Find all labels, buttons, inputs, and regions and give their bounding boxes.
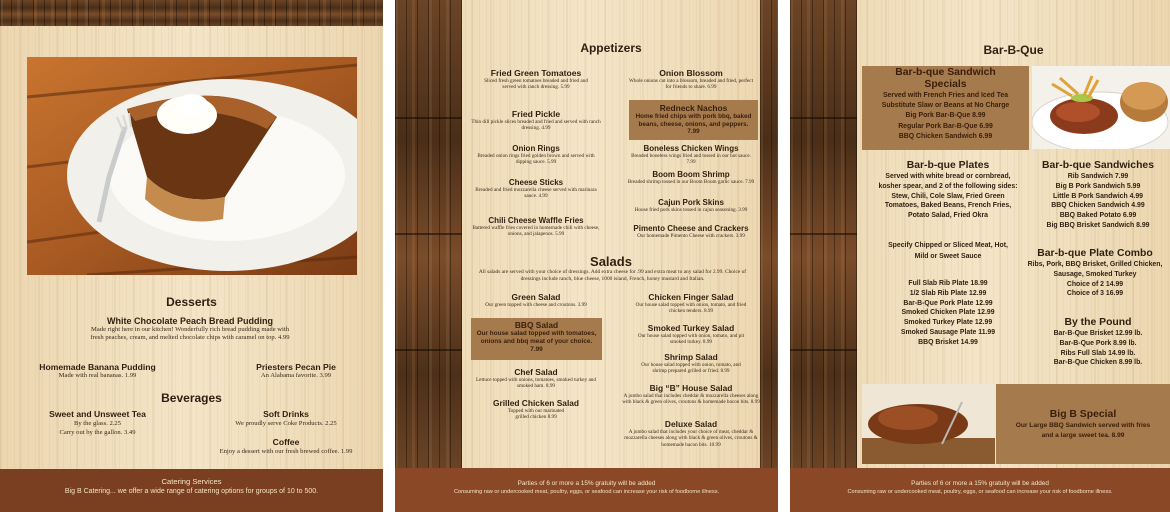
appetizer-item: Onion Rings Breaded onion rings fried golden brown and served with dipping sauce. 5.99 — [477, 144, 595, 166]
salad-item: Shrimp Salad Our house salad topped with onion, tomato, and shrimp prepared grilled or fried. 8.99 — [641, 352, 741, 375]
combo-section: Bar-b-que Plate Combo Ribs, Pork, BBQ Brisket, Grilled Chicken, Sausage, Smoked Turkey Choice of 2 14.99 Choice of 3 16.99 — [1027, 248, 1163, 298]
salad-item: Green Salad Our green topped with cheese and croutons. 3.99 — [485, 292, 587, 308]
salad-item: Chef Salad Lettuce topped with onions, tomatoes, smoked turkey and smoked ham. 8.99 — [475, 367, 596, 390]
beverage-desc: We proudly serve Coke Products. 2.25 — [235, 420, 337, 427]
appetizers-heading: Appetizers — [580, 41, 642, 55]
appetizer-item: Cheese Sticks Breaded and fried mozzarella cheese served with marinara sauce. 4.99 — [475, 178, 597, 200]
footer-warning: Consuming raw or undercooked meat, poultry, eggs, or seafood can increase your risk of foodborne illness. — [847, 489, 1113, 495]
dessert-item-pecan — [226, 362, 366, 380]
gratuity-footer — [790, 468, 1170, 512]
appetizer-item: Chili Cheese Waffle Fries Battered waffle fries covered in homemade chili with cheese, onions, and jalapenos. 5.99 — [472, 216, 600, 238]
salads-intro: All salads are served with your choice of dressings. Add extra cheese for .99 and extra meat to any salad for 2.99. Choice of dressings include ranch, blue cheese, 1000 island, French, honey mustard and Italian. — [478, 269, 747, 282]
beverage-item-soft — [206, 409, 366, 428]
dessert-item-banana — [30, 362, 165, 380]
dessert-name: Priesters Pecan Pie — [256, 362, 336, 372]
appetizer-item: Fried Green Tomatoes Sliced fresh green tomatoes breaded and fried and served with ranch dressing. 5.99 — [484, 68, 588, 91]
appetizer-item: Fried Pickle Thin dill pickle slices breaded and fried and served with ranch dressing. 4.99 — [471, 109, 601, 132]
appetizer-item: Boneless Chicken Wings Breaded boneless wings fried and tossed in our hot sauce. 7.99 — [631, 144, 751, 166]
bbq-sandwich-photo — [1032, 66, 1170, 149]
pecan-pie-photo — [27, 57, 357, 275]
wood-header — [0, 0, 383, 26]
beverage-name: Coffee — [272, 437, 300, 447]
appetizer-item-onion-blossom: Onion Blossom Whole onions cut into a blossom, breaded and fried, perfect for friends to share. 6.99 — [628, 68, 754, 91]
dessert-desc: An Alabama favorite. 3.99 — [260, 372, 332, 379]
sandwiches-section: Bar-b-que Sandwiches Rib Sandwich 7.99 Big B Pork Sandwich 5.99 Little B Pork Sandwich 4.99 BBQ Chicken Sandwich 4.99 BBQ Baked Potato 6.99 Big BBQ Brisket Sandwich 8.99 — [1041, 160, 1154, 229]
footer-gratuity: Parties of 6 or more a 15% gratuity will be added — [517, 480, 656, 487]
wood-left-strip — [790, 0, 857, 468]
brisket-photo — [862, 384, 995, 464]
beverage-desc: Enjoy a dessert with our fresh brewed coffee. 1.99 — [219, 448, 353, 455]
menu-panel-barbeque — [790, 0, 1170, 512]
appetizer-item: Boom Boom Shrimp Breaded shrimp tossed in our Boom Boom garlic sauce. 7.99 — [627, 170, 755, 185]
gratuity-footer — [395, 468, 778, 512]
catering-footer — [0, 469, 383, 512]
footer-warning: Consuming raw or undercooked meat, poultry, eggs, or seafood can increase your risk of foodborne illness. — [453, 489, 720, 495]
barbeque-heading: Bar-B-Que — [983, 43, 1044, 57]
salad-item: Big “B” House Salad A jumbo salad that includes cheddar & mozzarella cheeses along with black & green olives, croutons & homemade bacon bits. 8.99 — [622, 383, 760, 406]
salad-item: Chicken Finger Salad Our house salad topped with onion, tomato, and fried chicken tenders. 8.99 — [635, 292, 747, 315]
big-b-special-box: Big B Special Our Large BBQ Sandwich served with fries and a large sweet tea. 8.99 — [996, 384, 1170, 464]
dessert-item-peach — [60, 316, 320, 342]
plates-section: Bar-b-que Plates Served with white bread or cornbread, kosher spear, and 2 of the following sides: Stew, Chili, Cole Slaw, Fried Green Tomatoes, Baked Beans, French Fries, Potato Salad, Fried Okra — [878, 160, 1018, 220]
footer-gratuity: Parties of 6 or more a 15% gratuity will be added — [911, 480, 1049, 487]
appetizer-item: Pimento Cheese and Crackers Our homemade Pimento Cheese with crackers. 3.99 — [633, 224, 749, 239]
beverage-item-tea — [30, 409, 165, 437]
beverage-item-coffee — [186, 437, 383, 456]
dessert-name: Homemade Banana Pudding — [39, 362, 156, 372]
dessert-desc: Made with real bananas. 1.99 — [58, 372, 137, 379]
menu-panel-appetizers-salads — [395, 0, 778, 512]
beverages-heading: Beverages — [161, 391, 222, 405]
salads-heading: Salads — [590, 254, 632, 269]
sandwich-specials-box: Bar-b-que Sandwich Specials Served with French Fries and Iced Tea Substitute Slaw or Beans at No Charge Big Pork Bar-B-Que 8.99 Regular Pork Bar-B-Que 6.99 BBQ Chicken Sandwich 6.99 — [862, 66, 1029, 150]
bbq-salad-box: BBQ Salad Our house salad topped with tomatoes, onions and bbq meat of your choice. 7.99 — [471, 318, 602, 360]
dessert-name: White Chocolate Peach Bread Pudding — [106, 316, 274, 326]
dessert-desc: Made right here in our kitchen! Wonderfully rich bread pudding made with fresh peaches, cream, and melted chocolate chips with caramel on top. 4.99 — [90, 326, 290, 341]
beverage-name: Sweet and Unsweet Tea — [49, 409, 146, 419]
redneck-nachos-box: Redneck Nachos Home fried chips with pork bbq, baked beans, cheese, onions, and peppers. 7.99 — [629, 100, 758, 140]
menu-panel-desserts — [0, 0, 383, 512]
salad-item: Grilled Chicken Salad Topped with our marinated grilled chicken 8.99 — [492, 398, 580, 421]
by-the-pound-section: By the Pound Bar-B-Que Brisket 12.99 lb. Bar-B-Que Pork 8.99 lb. Ribs Full Slab 14.99 lb. Bar-B-Que Chicken 8.99 lb. — [1053, 317, 1143, 367]
beverage-desc: Carry out by the gallon. 3.49 — [59, 429, 136, 436]
footer-text: Big B Catering... we offer a wide range of catering options for groups of 10 to 500. — [64, 488, 319, 495]
beverage-name: Soft Drinks — [263, 409, 309, 419]
footer-title: Catering Services — [161, 477, 222, 486]
desserts-heading: Desserts — [166, 295, 217, 309]
wood-left-strip — [395, 0, 462, 468]
beverage-desc: By the glass. 2.25 — [73, 420, 122, 427]
plates-list: Full Slab Rib Plate 18.99 1/2 Slab Rib Plate 12.99 Bar-B-Que Pork Plate 12.99 Smoked Chicken Plate 12.99 Smoked Turkey Plate 12.99 Smoked Sausage Plate 11.99 BBQ Brisket 14.99 — [900, 280, 996, 346]
salad-item: Deluxe Salad A jumbo salad that includes your choice of meat, cheddar & mozzarella cheeses along with black & green olives, croutons & homemade bacon bits. 10.99 — [624, 419, 758, 448]
salad-item: Smoked Turkey Salad Our house salad topped with onion, tomato, and pit smoked turkey. 8.99 — [637, 323, 745, 346]
plates-specify: Specify Chipped or Sliced Meat, Hot, Mild or Sweet Sauce — [888, 242, 1008, 260]
appetizer-item: Cajun Pork Skins House fried pork skins tossed in cajun seasoning. 3.99 — [634, 198, 748, 213]
wood-right-strip — [760, 0, 778, 468]
